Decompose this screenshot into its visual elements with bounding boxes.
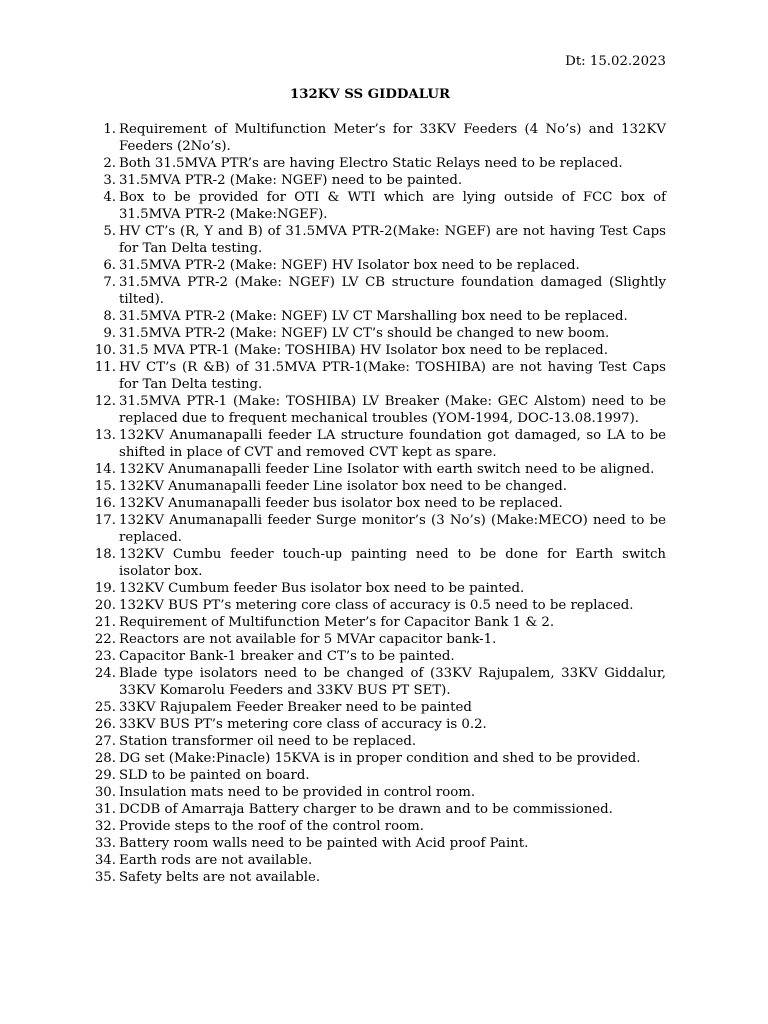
list-item-text: 132KV Anumanapalli feeder bus isolator box need to be replaced. [119, 496, 563, 511]
list-item-number: 34. [94, 853, 116, 868]
list-item [92, 308, 666, 325]
list-item [92, 274, 666, 308]
list-item [92, 461, 666, 478]
list-item-text: 31.5 MVA PTR-1 (Make: TOSHIBA) HV Isolator box need to be replaced. [119, 343, 608, 358]
list-item-text: Reactors are not available for 5 MVAr capacitor bank-1. [119, 632, 497, 647]
list-item-text: Safety belts are not available. [119, 870, 321, 885]
list-item-number: 18. [94, 547, 116, 562]
list-item-text: 31.5MVA PTR-2 (Make: NGEF) LV CT’s should be changed to new boom. [119, 326, 610, 341]
list-item [92, 852, 666, 869]
list-item [92, 699, 666, 716]
list-item-number: 20. [94, 598, 116, 613]
list-item-text: 31.5MVA PTR-2 (Make: NGEF) LV CT Marshalling box need to be replaced. [119, 309, 628, 324]
list-item [92, 835, 666, 852]
list-item-number: 33. [94, 836, 116, 851]
list-item-text: 132KV Cumbu feeder touch-up painting need to be done for Earth switch isolator box. [119, 547, 666, 579]
list-item-text: 132KV Anumanapalli feeder Line Isolator with earth switch need to be aligned. [119, 462, 655, 477]
list-item-number: 12. [94, 394, 116, 409]
list-item-number: 25. [94, 700, 116, 715]
list-item-text: Insulation mats need to be provided in control room. [119, 785, 476, 800]
list-item [92, 325, 666, 342]
list-item [92, 172, 666, 189]
list-item [92, 767, 666, 784]
list-item [92, 155, 666, 172]
list-item-number: 13. [94, 428, 116, 443]
list-item [92, 427, 666, 461]
list-item [92, 189, 666, 223]
list-item-number: 22. [94, 632, 116, 647]
document-date: Dt: 15.02.2023 [565, 54, 666, 69]
list-item-number: 28. [94, 751, 116, 766]
list-item [92, 359, 666, 393]
list-item-number: 24. [94, 666, 116, 681]
list-item [92, 257, 666, 274]
list-item [92, 478, 666, 495]
list-item-number: 4. [103, 190, 116, 205]
list-item-text: Earth rods are not available. [119, 853, 313, 868]
list-item [92, 648, 666, 665]
list-item [92, 393, 666, 427]
document-title: 132KV SS GIDDALUR [289, 87, 451, 102]
list-item-number: 1. [103, 122, 116, 137]
list-item-number: 29. [94, 768, 116, 783]
list-item-number: 2. [103, 156, 116, 171]
list-item-text: 132KV BUS PT’s metering core class of accuracy is 0.5 need to be replaced. [119, 598, 634, 613]
list-item-text: 31.5MVA PTR-2 (Make: NGEF) need to be painted. [119, 173, 463, 188]
list-item-number: 8. [103, 309, 116, 324]
list-item [92, 869, 666, 886]
list-item-number: 31. [94, 802, 116, 817]
list-item-text: Provide steps to the roof of the control room. [119, 819, 424, 834]
list-item-number: 35. [94, 870, 116, 885]
list-item-number: 5. [103, 224, 116, 239]
list-item-number: 21. [94, 615, 116, 630]
list-item [92, 716, 666, 733]
list-item-text: 33KV BUS PT’s metering core class of accuracy is 0.2. [119, 717, 487, 732]
list-item-number: 6. [103, 258, 116, 273]
list-item-text: Requirement of Multifunction Meter’s for 33KV Feeders (4 No’s) and 132KV Feeders (2No’s). [119, 122, 666, 154]
list-item-text: 31.5MVA PTR-2 (Make: NGEF) LV CB structure foundation damaged (Slightly tilted). [119, 275, 666, 307]
list-item-text: DCDB of Amarraja Battery charger to be drawn and to be commissioned. [119, 802, 613, 817]
list-item-number: 32. [94, 819, 116, 834]
list-item-number: 30. [94, 785, 116, 800]
list-item [92, 546, 666, 580]
list-item-text: 132KV Anumanapalli feeder LA structure foundation got damaged, so LA to be shifted in place of CVT and removed CVT kept as spare. [119, 428, 666, 460]
list-item-number: 11. [94, 360, 116, 375]
list-item [92, 733, 666, 750]
list-item-number: 3. [103, 173, 116, 188]
list-item-text: Station transformer oil need to be replaced. [119, 734, 417, 749]
list-item-text: Capacitor Bank-1 breaker and CT’s to be painted. [119, 649, 455, 664]
list-item [92, 342, 666, 359]
list-item-text: 31.5MVA PTR-2 (Make: NGEF) HV Isolator box need to be replaced. [119, 258, 580, 273]
list-item-number: 16. [94, 496, 116, 511]
list-item-number: 26. [94, 717, 116, 732]
list-item-number: 14. [94, 462, 116, 477]
list-item [92, 784, 666, 801]
list-item-number: 7. [103, 275, 116, 290]
list-item-number: 19. [94, 581, 116, 596]
list-item-text: 132KV Anumanapalli feeder Line isolator box need to be changed. [119, 479, 567, 494]
list-item-text: Requirement of Multifunction Meter’s for Capacitor Bank 1 & 2. [119, 615, 555, 630]
list-item-text: SLD to be painted on board. [119, 768, 310, 783]
list-item-text: Battery room walls need to be painted with Acid proof Paint. [119, 836, 529, 851]
list-item [92, 512, 666, 546]
list-item [92, 631, 666, 648]
list-item-text: HV CT’s (R &B) of 31.5MVA PTR-1(Make: TOSHIBA) are not having Test Caps for Tan Delta testing. [119, 360, 666, 392]
list-item-number: 23. [94, 649, 116, 664]
list-item-number: 27. [94, 734, 116, 749]
list-item-text: DG set (Make:Pinacle) 15KVA is in proper condition and shed to be provided. [119, 751, 641, 766]
list-item [92, 614, 666, 631]
list-item-text: 31.5MVA PTR-1 (Make: TOSHIBA) LV Breaker (Make: GEC Alstom) need to be replaced due to frequent mechanical troubles (YOM-1994, DOC-13.08.1997). [119, 394, 666, 426]
list-item-text: 33KV Rajupalem Feeder Breaker need to be painted [119, 700, 472, 715]
list-item [92, 665, 666, 699]
list-item [92, 495, 666, 512]
list-item-number: 9. [103, 326, 116, 341]
list-item [92, 801, 666, 818]
list-item-text: 132KV Cumbum feeder Bus isolator box need to be painted. [119, 581, 525, 596]
list-item-text: Blade type isolators need to be changed of (33KV Rajupalem, 33KV Giddalur, 33KV Komarolu Feeders and 33KV BUS PT SET). [119, 666, 666, 698]
list-item [92, 597, 666, 614]
list-item [92, 818, 666, 835]
list-item-text: Box to be provided for OTI & WTI which are lying outside of FCC box of 31.5MVA PTR-2 (Make:NGEF). [119, 190, 666, 222]
list-item-text: HV CT’s (R, Y and B) of 31.5MVA PTR-2(Make: NGEF) are not having Test Caps for Tan Delta testing. [119, 224, 666, 256]
list-item [92, 750, 666, 767]
list-item-number: 10. [94, 343, 116, 358]
list-item [92, 580, 666, 597]
list-item-number: 17. [94, 513, 116, 528]
list-item [92, 223, 666, 257]
list-item-text: Both 31.5MVA PTR’s are having Electro Static Relays need to be replaced. [119, 156, 623, 171]
list-item [92, 121, 666, 155]
list-item-number: 15. [94, 479, 116, 494]
requirements-list [92, 121, 666, 886]
list-item-text: 132KV Anumanapalli feeder Surge monitor’s (3 No’s) (Make:MECO) need to be replaced. [119, 513, 666, 545]
